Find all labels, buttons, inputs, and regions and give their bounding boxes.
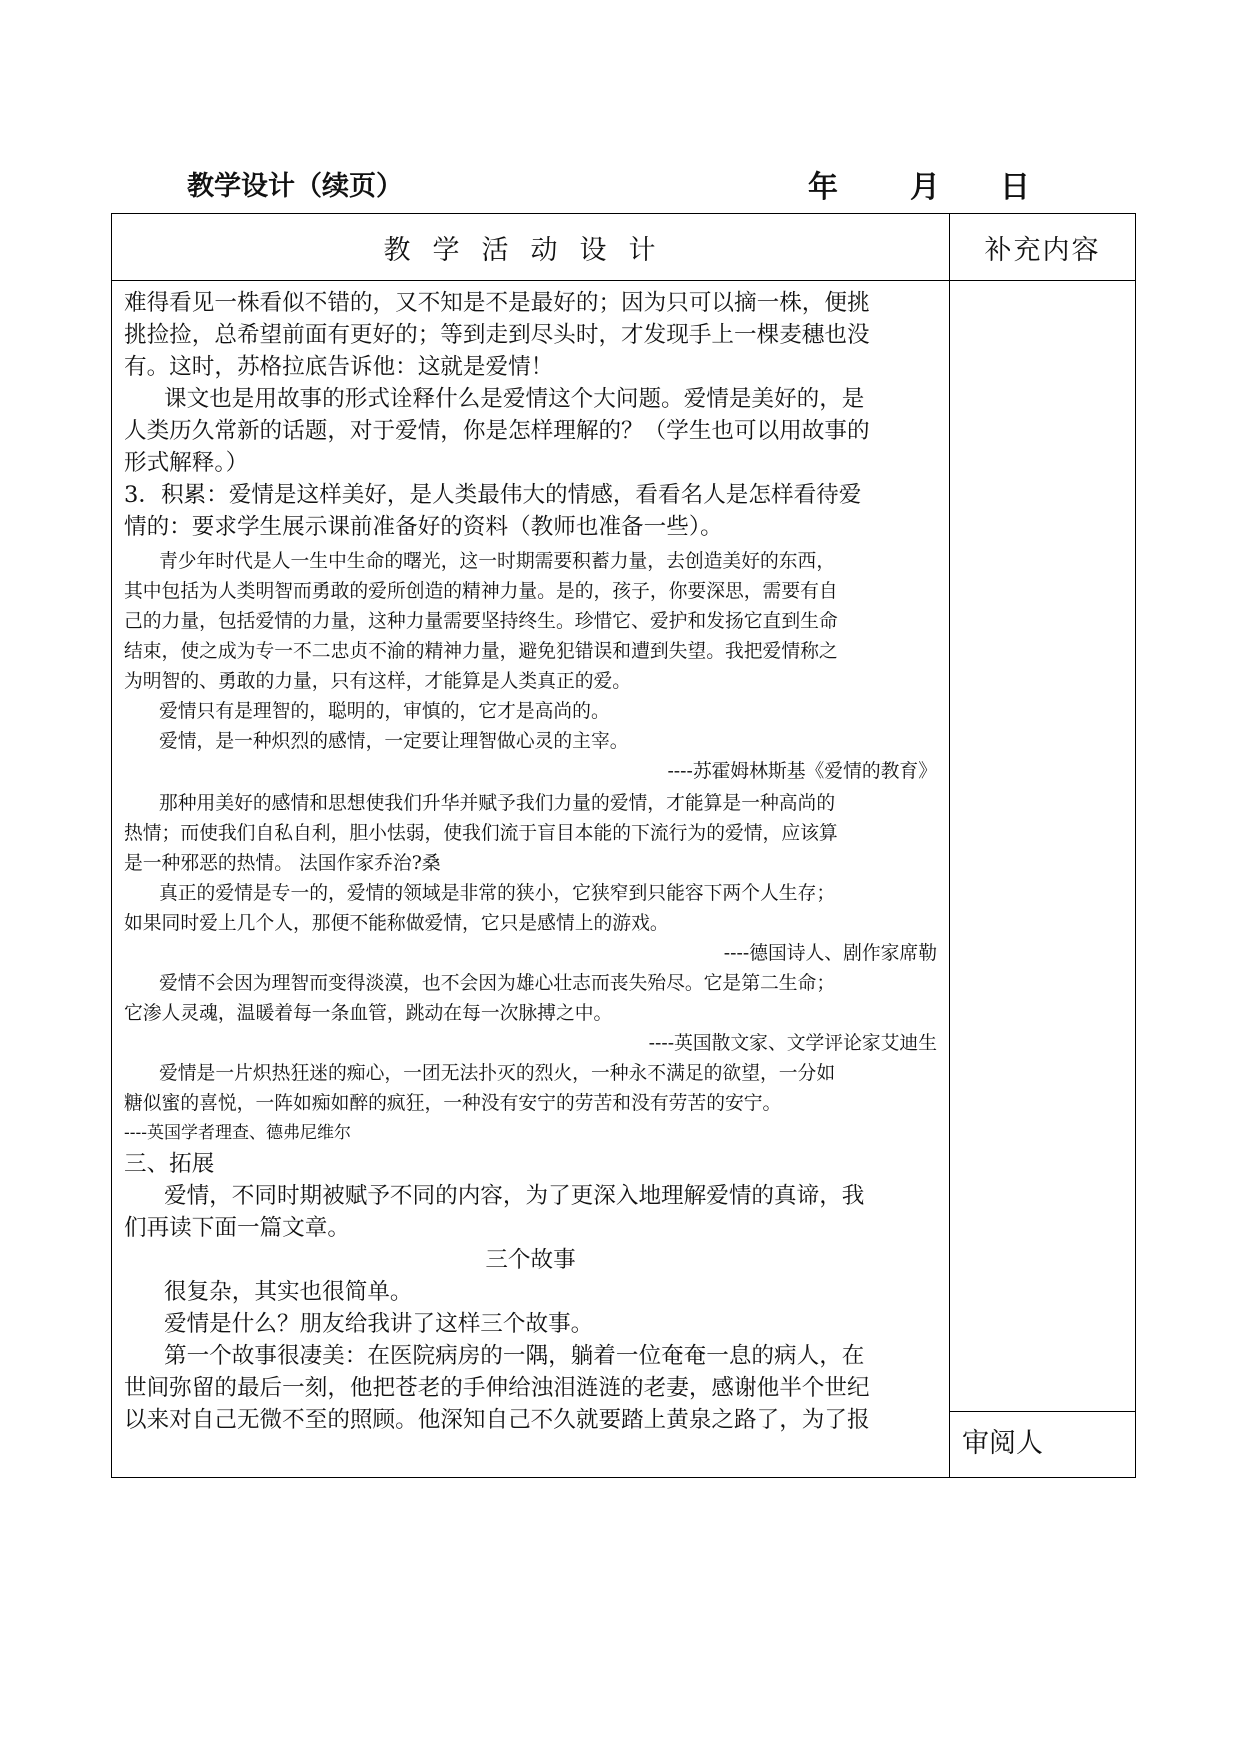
text-line: 世间弥留的最后一刻，他把苍老的手伸给浊泪涟涟的老妻，感谢他半个世纪 [124, 1375, 870, 1401]
text-line: 热情；而使我们自私自利，胆小怯弱，使我们流于盲目本能的下流行为的爱情，应该算 [124, 823, 838, 844]
text-line: 以来对自己无微不至的照顾。他深知自己不久就要踏上黄泉之路了，为了报 [124, 1407, 870, 1433]
main-column-header: 教学活动设计 [112, 214, 950, 281]
text-line: 那种用美好的感情和思想使我们升华并赋予我们力量的爱情，才能算是一种高尚的 [159, 793, 836, 814]
text-line: 真正的爱情是专一的，爱情的领域是非常的狭小，它狭窄到只能容下两个人生存； [159, 883, 836, 904]
page-header [0, 160, 1241, 205]
text-line: 糖似蜜的喜悦，一阵如痴如醉的疯狂，一种没有安宁的劳苦和没有劳苦的安宁。 [124, 1093, 782, 1114]
text-line: 课文也是用故事的形式诠释什么是爱情这个大问题。爱情是美好的，是 [164, 386, 865, 412]
text-line: 爱情是什么？朋友给我讲了这样三个故事。 [164, 1311, 594, 1337]
attribution: ----德国诗人、剧作家席勒 [723, 943, 937, 964]
text-line: 形式解释。） [124, 450, 249, 476]
text-line: 难得看见一株看似不错的，又不知是不是最好的；因为只可以摘一株，便挑 [124, 290, 870, 316]
text-line: 情的：要求学生展示课前准备好的资料（教师也准备一些）。 [124, 514, 723, 540]
lesson-content-cell [112, 281, 950, 1478]
supplement-content [950, 281, 1135, 1412]
text-line: 青少年时代是人一生中生命的曙光，这一时期需要积蓄力量，去创造美好的东西， [159, 551, 836, 572]
text-line: 爱情，是一种炽烈的感情，一定要让理智做心灵的主宰。 [159, 731, 629, 752]
text-line: 很复杂，其实也很简单。 [164, 1279, 413, 1305]
year-label: 年 [808, 170, 838, 205]
text-line: 们再读下面一篇文章。 [124, 1215, 350, 1241]
text-line: 爱情只有是理智的，聪明的，审慎的，它才是高尚的。 [159, 701, 610, 722]
reviewer-label: 审阅人 [962, 1428, 1043, 1459]
text-line: 是一种邪恶的热情。 法国作家乔治?桑 [124, 853, 441, 874]
text-line: 为明智的、勇敢的力量，只有这样，才能算是人类真正的爱。 [124, 671, 632, 692]
text-line: 爱情不会因为理智而变得淡漠，也不会因为雄心壮志而丧失殆尽。它是第二生命； [159, 973, 836, 994]
text-line: 挑捡捡，总希望前面有更好的；等到走到尽头时，才发现手上一棵麦穗也没 [124, 322, 870, 348]
text-line: 爱情，不同时期被赋予不同的内容，为了更深入地理解爱情的真谛，我 [164, 1183, 865, 1209]
lesson-content [112, 281, 949, 1477]
attribution: ----苏霍姆林斯基《爱情的教育》 [667, 761, 937, 782]
text-line: 第一个故事很凄美：在医院病房的一隅，躺着一位奄奄一息的病人，在 [164, 1343, 865, 1369]
lesson-design-table [111, 213, 1136, 1478]
text-line: 3．积累：爱情是这样美好，是人类最伟大的情感，看看名人是怎样看待爱 [124, 482, 862, 508]
attribution: ----英国散文家、文学评论家艾迪生 [648, 1033, 937, 1054]
supplement-cell [950, 281, 1136, 1478]
month-label: 月 [910, 170, 940, 205]
text-line: 它渗人灵魂，温暖着每一条血管，跳动在每一次脉搏之中。 [124, 1003, 613, 1024]
page-title: 教学设计（续页） [187, 171, 403, 202]
article-title: 三个故事 [485, 1247, 576, 1273]
text-line: 结束，使之成为专一不二忠贞不渝的精神力量，避免犯错误和遭到失望。我把爱情称之 [124, 641, 838, 662]
section-heading: 三、拓展 [124, 1151, 215, 1177]
day-label: 日 [1000, 170, 1030, 205]
text-line: 其中包括为人类明智而勇敢的爱所创造的精神力量。是的，孩子，你要深思，需要有自 [124, 581, 838, 602]
text-line: 人类历久常新的话题，对于爱情，你是怎样理解的？（学生也可以用故事的 [124, 418, 870, 444]
text-line: 爱情是一片炽热狂迷的痴心，一团无法扑灭的烈火，一种永不满足的欲望，一分如 [159, 1063, 836, 1084]
text-line: 有。这时，苏格拉底告诉他：这就是爱情！ [124, 354, 554, 380]
text-line: 如果同时爱上几个人，那便不能称做爱情，它只是感情上的游戏。 [124, 913, 669, 934]
text-line: 己的力量，包括爱情的力量，这种力量需要坚持终生。珍惜它、爱护和发扬它直到生命 [124, 611, 838, 632]
side-column-header: 补充内容 [950, 214, 1136, 281]
attribution: ----英国学者理查、德弗尼维尔 [124, 1123, 351, 1143]
